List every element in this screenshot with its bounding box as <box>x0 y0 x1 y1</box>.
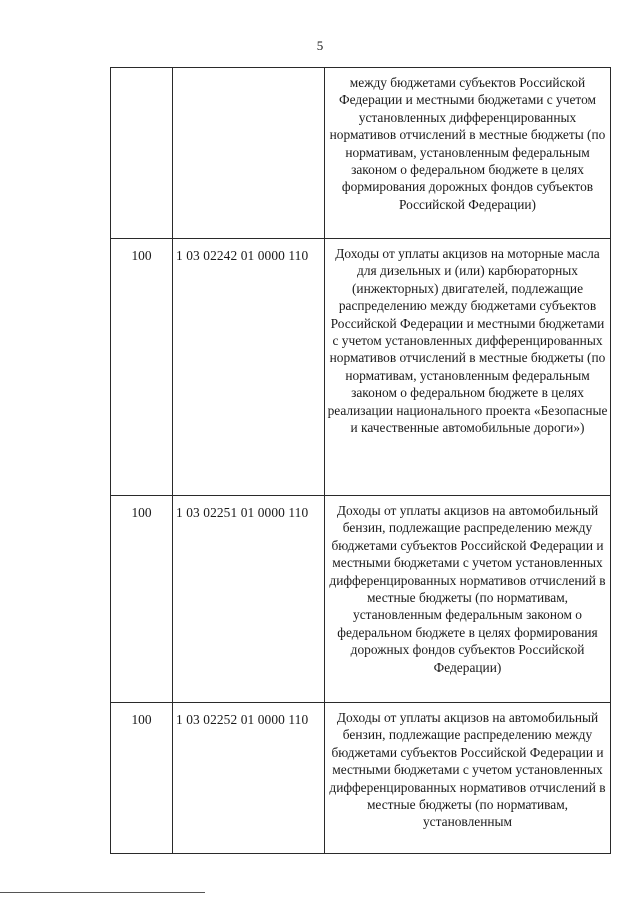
revenue-description-cell <box>325 239 611 496</box>
budget-revenue-table <box>110 67 611 854</box>
table-row <box>111 239 611 496</box>
table-row <box>111 703 611 854</box>
admin-code-cell: 100 <box>111 703 173 854</box>
budget-classification-code-cell: 1 03 02252 01 0000 110 <box>173 703 325 854</box>
budget-classification-code-cell <box>173 68 325 239</box>
budget-classification-code-cell: 1 03 02251 01 0000 110 <box>173 496 325 703</box>
page-number: 5 <box>316 38 324 53</box>
revenue-description-cell <box>325 68 611 239</box>
footer-divider <box>0 892 205 893</box>
table-row <box>111 496 611 703</box>
revenue-description-cell <box>325 496 611 703</box>
budget-classification-code-cell: 1 03 02242 01 0000 110 <box>173 239 325 496</box>
revenue-description-cell <box>325 703 611 854</box>
revenue-description-text: Доходы от уплаты акцизов на автомобильный бензин, подлежащие распределению между бюджетами субъектов Российской Федерации и местными бюджетами с учетом установленных дифференцированных нормативов отчислений в местные бюджеты (по нормативам, установленным <box>329 710 606 830</box>
admin-code-cell: 100 <box>111 239 173 496</box>
revenue-description-text: между бюджетами субъектов Российской Федерации и местными бюджетами с учетом установленных дифференцированных нормативов отчислений в местные бюджеты (по нормативам, установленным федеральным законом о федеральном бюджете в целях формирования дорожных фондов субъектов Российской Федерации) <box>329 75 606 212</box>
revenue-description-text: Доходы от уплаты акцизов на автомобильный бензин, подлежащие распределению между бюджетами субъектов Российской Федерации и местными бюджетами с учетом установленных дифференцированных нормативов отчислений в местные бюджеты (по нормативам, установленным федеральным законом о федеральном бюджете в целях формирования дорожных фондов субъектов Российской Федерации) <box>329 503 606 675</box>
table-row <box>111 68 611 239</box>
admin-code-cell: 100 <box>111 496 173 703</box>
revenue-description-text: Доходы от уплаты акцизов на моторные масла для дизельных и (или) карбюраторных (инжекторных) двигателей, подлежащие распределению между бюджетами субъектов Российской Федерации и местными бюджетами с учетом установленных дифференцированных нормативов отчислений в местные бюджеты (по нормативам, установленным федеральным законом о федеральном бюджете в целях реализации национального проекта «Безопасные и качественные автомобильные дороги») <box>327 246 608 436</box>
admin-code-cell <box>111 68 173 239</box>
